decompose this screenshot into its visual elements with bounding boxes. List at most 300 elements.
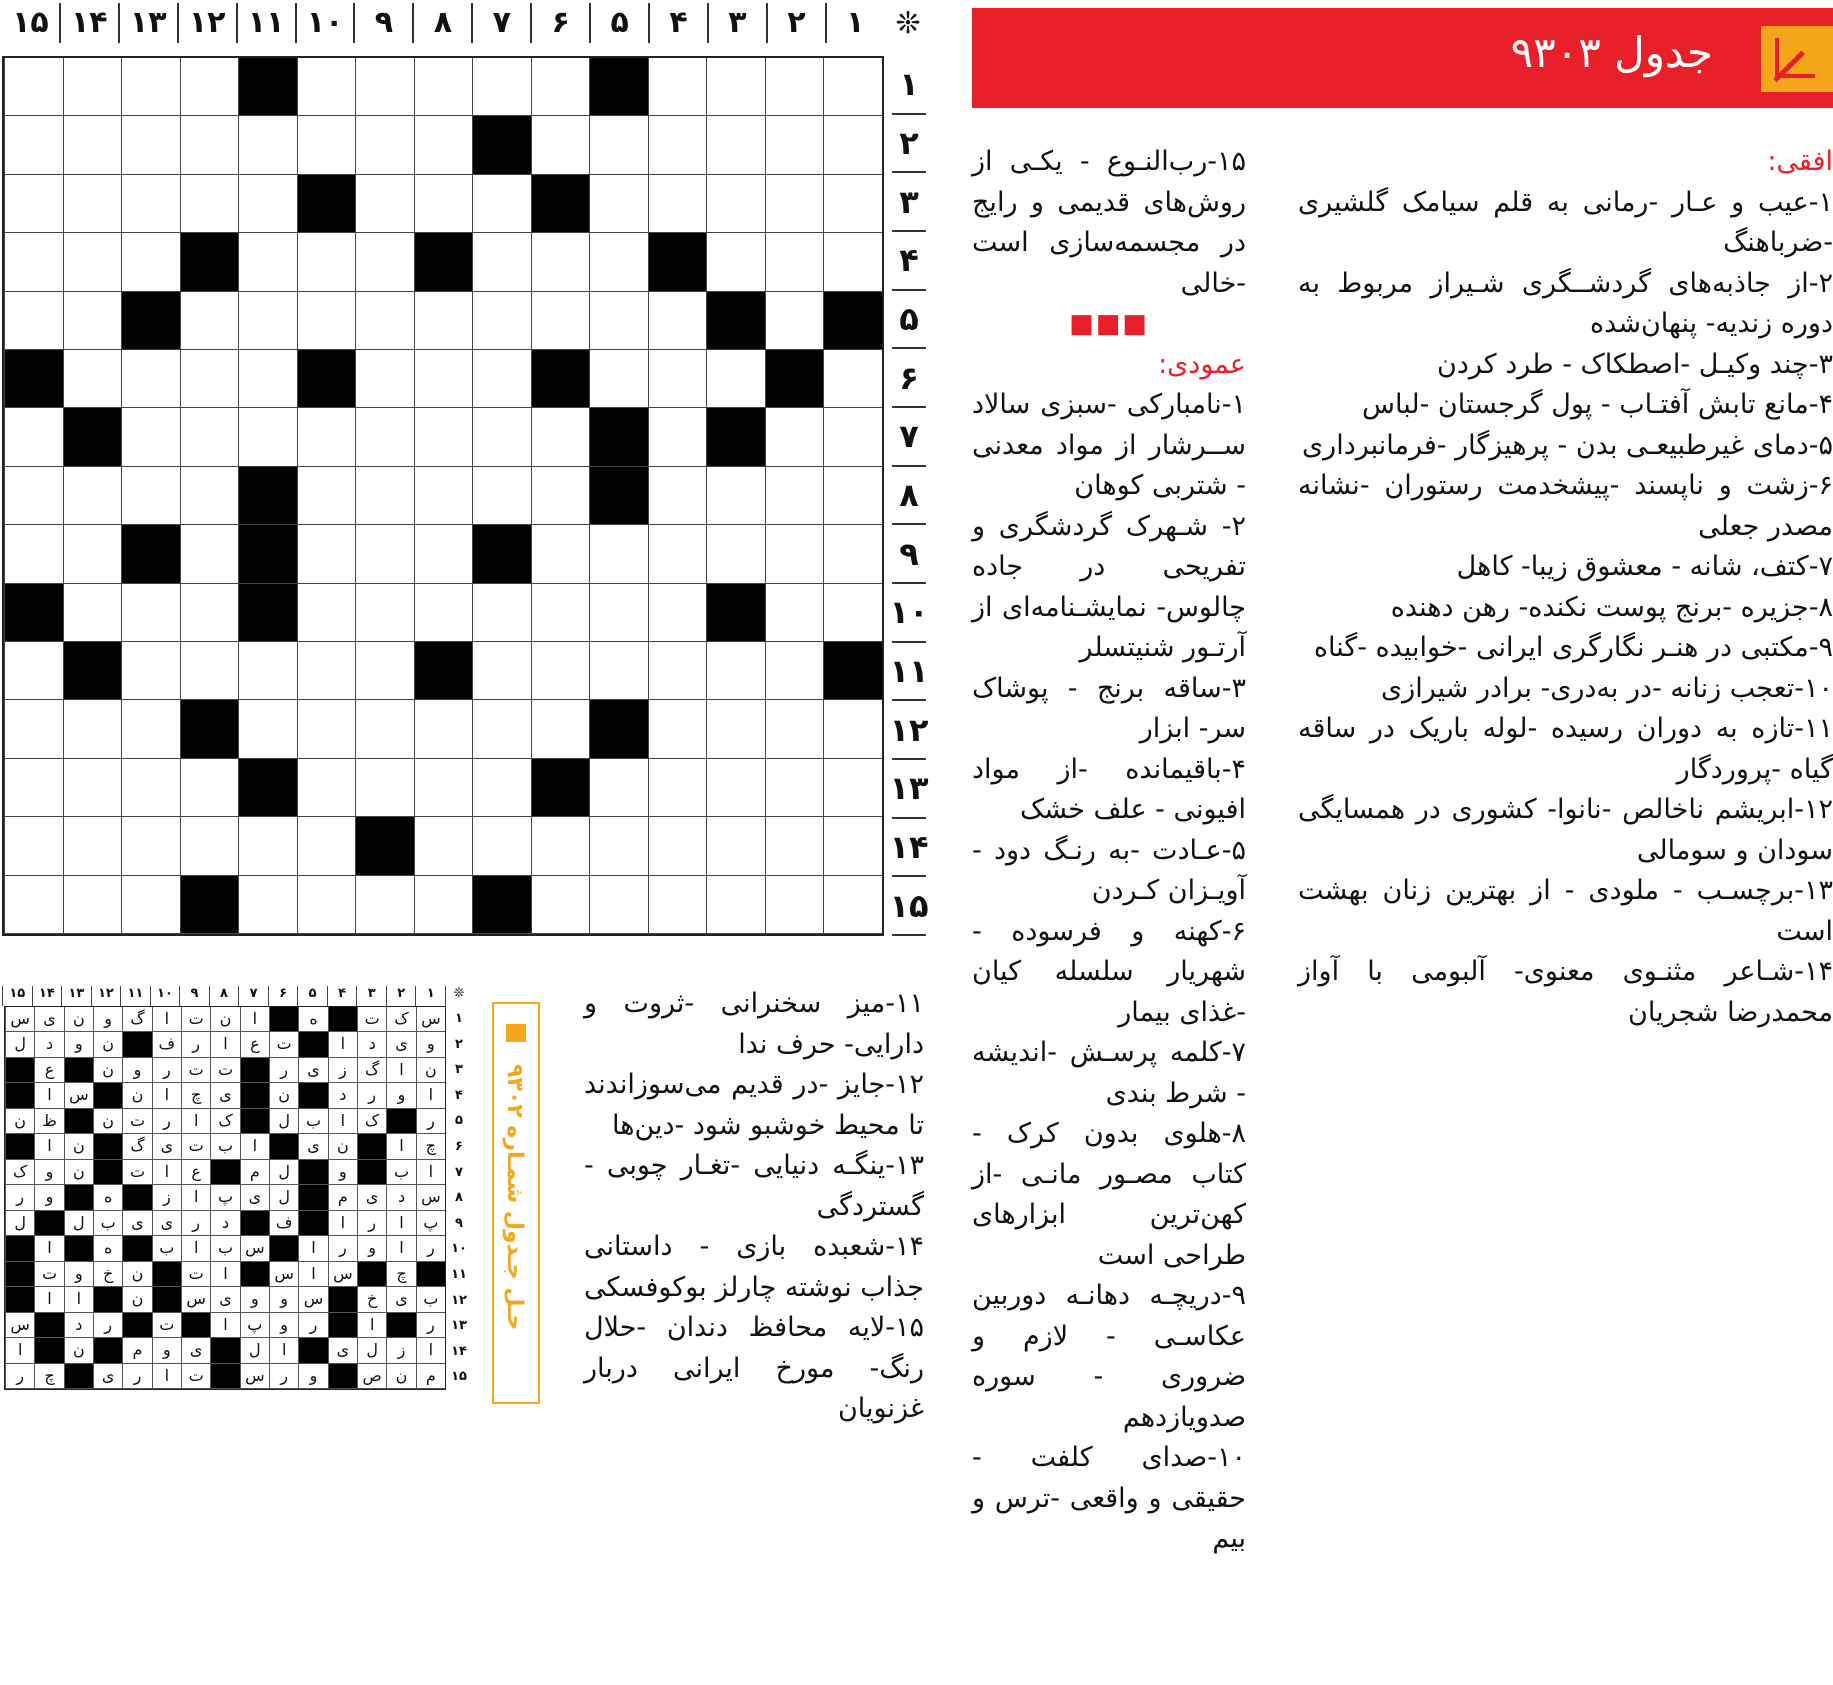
solution-cell: ع <box>181 1160 210 1185</box>
solution-black-cell <box>269 1007 298 1032</box>
solution-cell: ا <box>64 1287 93 1312</box>
solution-cell: س <box>416 1185 445 1210</box>
solution-logo-icon <box>506 1024 526 1042</box>
grid-cell[interactable] <box>472 408 531 466</box>
grid-cell[interactable] <box>589 642 648 700</box>
solution-column-number: ۷ <box>238 986 268 1006</box>
grid-cell[interactable] <box>4 233 63 291</box>
grid-cell[interactable] <box>531 642 590 700</box>
black-cell <box>531 759 590 817</box>
grid-cell[interactable] <box>355 584 414 642</box>
grid-cell[interactable] <box>121 817 180 875</box>
row-number: ۱۵ <box>892 877 926 936</box>
grid-cell[interactable] <box>121 116 180 174</box>
solution-black-cell <box>64 1058 93 1083</box>
solution-black-cell <box>93 1083 122 1108</box>
grid-cell[interactable] <box>414 350 473 408</box>
column-number: ۸ <box>412 3 471 43</box>
across-clue: ۷-کتف، شانه - معشوق زیبا- کاهل <box>1456 551 1833 582</box>
down-clue: ۶-کهنه و فرسوده - شهریار سلسله کیان -غذای بیمار <box>972 915 1246 1028</box>
grid-cell[interactable] <box>706 876 765 934</box>
grid-cell[interactable] <box>706 467 765 525</box>
grid-cell[interactable] <box>180 817 239 875</box>
grid-cell[interactable] <box>589 876 648 934</box>
grid-cell[interactable] <box>765 525 824 583</box>
grid-cell[interactable] <box>472 58 531 116</box>
grid-cell[interactable] <box>238 700 297 758</box>
grid-cell[interactable] <box>414 467 473 525</box>
black-cell <box>238 525 297 583</box>
grid-cell[interactable] <box>589 292 648 350</box>
grid-cell[interactable] <box>238 292 297 350</box>
grid-cell[interactable] <box>121 759 180 817</box>
grid-cell[interactable] <box>355 408 414 466</box>
grid-cell[interactable] <box>414 876 473 934</box>
grid-cell[interactable] <box>531 408 590 466</box>
solution-cell: ز <box>152 1185 181 1210</box>
grid-cell[interactable] <box>706 233 765 291</box>
grid-cell[interactable] <box>706 58 765 116</box>
grid-cell[interactable] <box>355 759 414 817</box>
solution-column-number: ۱۴ <box>32 986 62 1006</box>
grid-cell[interactable] <box>589 350 648 408</box>
grid-cell[interactable] <box>765 876 824 934</box>
grid-cell[interactable] <box>63 116 122 174</box>
column-number: ۹ <box>353 3 412 43</box>
grid-cell[interactable] <box>297 817 356 875</box>
grid-cell[interactable] <box>297 116 356 174</box>
black-cell <box>238 759 297 817</box>
grid-cell[interactable] <box>238 175 297 233</box>
grid-cell[interactable] <box>414 58 473 116</box>
grid-cell[interactable] <box>531 233 590 291</box>
grid-cell[interactable] <box>238 350 297 408</box>
solution-cell: چ <box>181 1083 210 1108</box>
grid-cell[interactable] <box>238 116 297 174</box>
across-clue: ۱۴-شـاعر مثنـوی معنوی- آلبومی با آواز محمدرضا شجریان <box>1298 956 1833 1028</box>
grid-cell[interactable] <box>63 584 122 642</box>
solution-black-cell <box>122 1185 151 1210</box>
grid-cell[interactable] <box>63 175 122 233</box>
grid-cell[interactable] <box>765 233 824 291</box>
grid-cell[interactable] <box>297 525 356 583</box>
solution-cell: ه <box>298 1007 327 1032</box>
grid-cell[interactable] <box>297 642 356 700</box>
grid-cell[interactable] <box>706 642 765 700</box>
solution-cell: ع <box>34 1058 63 1083</box>
grid-cell[interactable] <box>4 467 63 525</box>
black-cell <box>531 175 590 233</box>
grid-cell[interactable] <box>63 876 122 934</box>
solution-cell: چ <box>416 1134 445 1159</box>
grid-cell[interactable] <box>589 525 648 583</box>
grid-cell[interactable] <box>63 525 122 583</box>
grid-cell[interactable] <box>63 350 122 408</box>
grid-cell[interactable] <box>531 876 590 934</box>
solution-cells <box>4 1006 446 1390</box>
grid-cell[interactable] <box>4 525 63 583</box>
grid-cell[interactable] <box>765 700 824 758</box>
grid-cell[interactable] <box>63 292 122 350</box>
grid-cell[interactable] <box>297 233 356 291</box>
black-cell <box>238 58 297 116</box>
solution-cell: د <box>210 1211 239 1236</box>
solution-cell: ب <box>416 1287 445 1312</box>
grid-cell[interactable] <box>765 175 824 233</box>
solution-column-number: ۴ <box>327 986 357 1006</box>
grid-cell[interactable] <box>472 759 531 817</box>
solution-black-cell <box>328 1364 357 1389</box>
grid-cell[interactable] <box>472 233 531 291</box>
grid-cell[interactable] <box>297 408 356 466</box>
solution-cell: ن <box>122 1083 151 1108</box>
grid-cell[interactable] <box>589 116 648 174</box>
grid-cell[interactable] <box>823 350 882 408</box>
grid-cell[interactable] <box>472 175 531 233</box>
grid-cell[interactable] <box>297 759 356 817</box>
solution-cell: ب <box>210 1236 239 1261</box>
solution-row-number: ۹ <box>455 1215 463 1231</box>
grid-cell[interactable] <box>180 350 239 408</box>
solution-cell: ن <box>64 1160 93 1185</box>
solution-cell: ر <box>122 1364 151 1389</box>
solution-black-cell <box>298 1083 327 1108</box>
grid-cell[interactable] <box>4 408 63 466</box>
grid-cell[interactable] <box>180 642 239 700</box>
grid-cell[interactable] <box>706 759 765 817</box>
grid-cell[interactable] <box>648 817 707 875</box>
grid-cell[interactable] <box>765 58 824 116</box>
solution-cell: د <box>386 1185 415 1210</box>
grid-cell[interactable] <box>472 584 531 642</box>
solution-cell: ک <box>5 1160 34 1185</box>
grid-cell[interactable] <box>297 876 356 934</box>
solution-black-cell <box>240 1211 269 1236</box>
grid-cell[interactable] <box>355 233 414 291</box>
grid-cell[interactable] <box>355 642 414 700</box>
grid-cell[interactable] <box>648 584 707 642</box>
grid-cell[interactable] <box>823 175 882 233</box>
grid-cell[interactable] <box>765 116 824 174</box>
grid-cell[interactable] <box>823 467 882 525</box>
grid-cell[interactable] <box>297 467 356 525</box>
grid-cell[interactable] <box>297 58 356 116</box>
solution-cell: ی <box>210 1287 239 1312</box>
solution-cell: س <box>5 1007 34 1032</box>
grid-cell[interactable] <box>531 525 590 583</box>
column-number: ۱۲ <box>177 3 236 43</box>
solution-column-number: ۲ <box>386 986 416 1006</box>
solution-cell: ل <box>269 1109 298 1134</box>
grid-cell[interactable] <box>823 58 882 116</box>
grid-cell[interactable] <box>414 116 473 174</box>
grid-cell[interactable] <box>355 700 414 758</box>
solution-cell: ل <box>269 1160 298 1185</box>
grid-cell[interactable] <box>823 759 882 817</box>
solution-black-cell <box>34 1338 63 1363</box>
grid-cell[interactable] <box>414 292 473 350</box>
column-number: ۶ <box>530 3 589 43</box>
solution-cell: ا <box>269 1338 298 1363</box>
black-cell <box>589 467 648 525</box>
grid-cell[interactable] <box>414 700 473 758</box>
grid-cell[interactable] <box>765 817 824 875</box>
grid-cell[interactable] <box>648 700 707 758</box>
solution-cell: ک <box>357 1109 386 1134</box>
grid-cell[interactable] <box>765 584 824 642</box>
grid-cell[interactable] <box>472 642 531 700</box>
grid-cell[interactable] <box>297 292 356 350</box>
grid-cell[interactable] <box>121 408 180 466</box>
grid-cell[interactable] <box>180 525 239 583</box>
grid-cell[interactable] <box>297 584 356 642</box>
grid-cell[interactable] <box>706 350 765 408</box>
grid-cell[interactable] <box>121 233 180 291</box>
down-clue: ۱۳-ینگـه دنیایی -تغـار چوبی - گستردگی <box>584 1150 924 1222</box>
grid-cell[interactable] <box>63 759 122 817</box>
grid-cell[interactable] <box>648 408 707 466</box>
grid-cell[interactable] <box>823 525 882 583</box>
solution-cell: ر <box>152 1058 181 1083</box>
solution-cell: ت <box>181 1364 210 1389</box>
grid-cell[interactable] <box>355 116 414 174</box>
grid-cell[interactable] <box>589 759 648 817</box>
across-clue: ۴-مانع تابش آفتـاب - پول گرجستان -لباس <box>1362 389 1833 420</box>
grid-cell[interactable] <box>531 58 590 116</box>
grid-cell[interactable] <box>648 350 707 408</box>
grid-cell[interactable] <box>355 525 414 583</box>
grid-cell[interactable] <box>472 350 531 408</box>
solution-cell: س <box>240 1236 269 1261</box>
grid-cell[interactable] <box>238 408 297 466</box>
grid-cell[interactable] <box>180 584 239 642</box>
grid-cell[interactable] <box>4 175 63 233</box>
grid-cell[interactable] <box>121 642 180 700</box>
grid-cell[interactable] <box>355 467 414 525</box>
black-cell <box>706 584 765 642</box>
grid-cell[interactable] <box>121 58 180 116</box>
solution-cell: س <box>328 1262 357 1287</box>
grid-cell[interactable] <box>63 58 122 116</box>
grid-cell[interactable] <box>180 408 239 466</box>
grid-cell[interactable] <box>706 116 765 174</box>
grid-cell[interactable] <box>531 467 590 525</box>
grid-cell[interactable] <box>238 876 297 934</box>
grid-cell[interactable] <box>4 116 63 174</box>
grid-cell[interactable] <box>765 759 824 817</box>
grid-cell[interactable] <box>414 584 473 642</box>
solution-black-cell <box>298 1160 327 1185</box>
solution-cell: ص <box>357 1364 386 1389</box>
row-number: ۳ <box>892 173 926 232</box>
grid-cell[interactable] <box>765 467 824 525</box>
solution-cell: س <box>269 1262 298 1287</box>
grid-cell[interactable] <box>823 116 882 174</box>
grid-cell[interactable] <box>4 759 63 817</box>
grid-cell[interactable] <box>4 292 63 350</box>
solution-row-number: ۱ <box>455 1011 463 1026</box>
grid-cell[interactable] <box>121 876 180 934</box>
grid-cell[interactable] <box>414 525 473 583</box>
black-cell <box>706 292 765 350</box>
grid-cell[interactable] <box>648 467 707 525</box>
grid-cell[interactable] <box>706 175 765 233</box>
logo-icon <box>1761 26 1833 92</box>
grid-cell[interactable] <box>648 525 707 583</box>
grid-cell[interactable] <box>648 58 707 116</box>
solution-black-cell <box>93 1134 122 1159</box>
grid-cell[interactable] <box>823 233 882 291</box>
solution-black-cell <box>5 1083 34 1108</box>
grid-cell[interactable] <box>414 817 473 875</box>
solution-row-number: ۱۰ <box>451 1241 467 1257</box>
solution-black-cell <box>210 1160 239 1185</box>
grid-cell[interactable] <box>121 467 180 525</box>
grid-cell[interactable] <box>4 876 63 934</box>
grid-cell[interactable] <box>706 525 765 583</box>
black-cell <box>355 817 414 875</box>
grid-cell[interactable] <box>472 292 531 350</box>
grid-cell[interactable] <box>63 817 122 875</box>
column-number: ۱۱ <box>236 3 295 43</box>
black-cell <box>765 350 824 408</box>
grid-cell[interactable] <box>238 642 297 700</box>
grid-cell[interactable] <box>648 116 707 174</box>
grid-cell[interactable] <box>472 700 531 758</box>
row-number: ۱۲ <box>892 701 926 760</box>
grid-cell[interactable] <box>180 467 239 525</box>
grid-cell[interactable] <box>238 233 297 291</box>
grid-cell[interactable] <box>531 292 590 350</box>
solution-cell: ل <box>269 1185 298 1210</box>
grid-cell[interactable] <box>589 175 648 233</box>
solution-cell: ل <box>357 1338 386 1363</box>
black-cell <box>414 233 473 291</box>
grid-cell[interactable] <box>4 58 63 116</box>
solution-cell: ا <box>181 1236 210 1261</box>
grid-cell[interactable] <box>765 642 824 700</box>
solution-row-number: ۵ <box>455 1113 463 1129</box>
down-clue: ۱-نامبارکی -سبزی سالاد ســرشار از مواد معدنی - شتربی کوهان <box>972 389 1246 501</box>
solution-cell: خ <box>357 1287 386 1312</box>
grid-cell[interactable] <box>648 642 707 700</box>
grid-cell[interactable] <box>121 584 180 642</box>
black-cell <box>180 876 239 934</box>
grid-cell[interactable] <box>589 233 648 291</box>
solution-cell: د <box>64 1313 93 1338</box>
grid-cell[interactable] <box>4 642 63 700</box>
grid-cell[interactable] <box>355 175 414 233</box>
grid-cell[interactable] <box>414 759 473 817</box>
grid-cell[interactable] <box>472 817 531 875</box>
grid-cell[interactable] <box>180 116 239 174</box>
grid-cell[interactable] <box>238 817 297 875</box>
grid-cell[interactable] <box>63 700 122 758</box>
solution-cell: و <box>34 1185 63 1210</box>
grid-cell[interactable] <box>121 700 180 758</box>
solution-cell: ا <box>240 1134 269 1159</box>
grid-cell[interactable] <box>531 584 590 642</box>
grid-cell[interactable] <box>648 759 707 817</box>
solution-black-cell <box>210 1338 239 1363</box>
solution-black-cell <box>64 1236 93 1261</box>
solution-cell: ل <box>240 1338 269 1363</box>
solution-cell: ر <box>357 1211 386 1236</box>
grid-cell[interactable] <box>414 175 473 233</box>
solution-cell: ی <box>298 1058 327 1083</box>
solution-cell: ن <box>269 1083 298 1108</box>
grid-cell[interactable] <box>589 817 648 875</box>
grid-cell[interactable] <box>180 292 239 350</box>
grid-cell[interactable] <box>648 876 707 934</box>
grid-cell[interactable] <box>121 350 180 408</box>
crossword-grid[interactable] <box>2 56 884 936</box>
solution-black-cell <box>34 1211 63 1236</box>
solution-black-cell <box>269 1134 298 1159</box>
grid-cell[interactable] <box>180 58 239 116</box>
grid-cell[interactable] <box>63 467 122 525</box>
column-number: ۱۰ <box>295 3 354 43</box>
grid-cell[interactable] <box>706 817 765 875</box>
grid-cell[interactable] <box>823 817 882 875</box>
grid-cell[interactable] <box>823 408 882 466</box>
grid-cell[interactable] <box>531 700 590 758</box>
row-number: ۱ <box>892 56 926 115</box>
grid-cell[interactable] <box>706 700 765 758</box>
grid-cell[interactable] <box>823 700 882 758</box>
black-cell <box>238 584 297 642</box>
grid-cell[interactable] <box>589 584 648 642</box>
grid-cell[interactable] <box>4 700 63 758</box>
grid-cell[interactable] <box>4 817 63 875</box>
grid-cell[interactable] <box>531 116 590 174</box>
black-cell <box>63 642 122 700</box>
solution-black-cell <box>240 1262 269 1287</box>
solution-column-number: ۱ <box>415 986 445 1006</box>
solution-cell: ا <box>298 1262 327 1287</box>
grid-cell[interactable] <box>63 233 122 291</box>
grid-cell[interactable] <box>355 58 414 116</box>
grid-cell[interactable] <box>823 876 882 934</box>
solution-cell: ی <box>152 1211 181 1236</box>
grid-cell[interactable] <box>648 292 707 350</box>
grid-cell[interactable] <box>180 759 239 817</box>
grid-cell[interactable] <box>355 876 414 934</box>
clue-column-3 <box>584 984 924 1430</box>
grid-cell[interactable] <box>765 408 824 466</box>
grid-cell[interactable] <box>823 584 882 642</box>
solution-column-header <box>2 986 472 1006</box>
grid-cell[interactable] <box>414 408 473 466</box>
grid-cell[interactable] <box>297 700 356 758</box>
solution-row-number: ۸ <box>455 1190 463 1206</box>
row-number: ۱۱ <box>892 643 926 702</box>
grid-cell[interactable] <box>531 817 590 875</box>
grid-cell[interactable] <box>355 350 414 408</box>
separator: ■■■ <box>1069 309 1149 339</box>
solution-cell: گ <box>357 1058 386 1083</box>
black-cell <box>823 292 882 350</box>
grid-cell[interactable] <box>765 292 824 350</box>
grid-cell[interactable] <box>648 175 707 233</box>
grid-cell[interactable] <box>121 175 180 233</box>
solution-label-box <box>492 1002 540 1404</box>
grid-cell[interactable] <box>355 292 414 350</box>
solution-cell: و <box>386 1083 415 1108</box>
black-cell <box>648 233 707 291</box>
grid-cell[interactable] <box>180 175 239 233</box>
grid-cell[interactable] <box>472 467 531 525</box>
